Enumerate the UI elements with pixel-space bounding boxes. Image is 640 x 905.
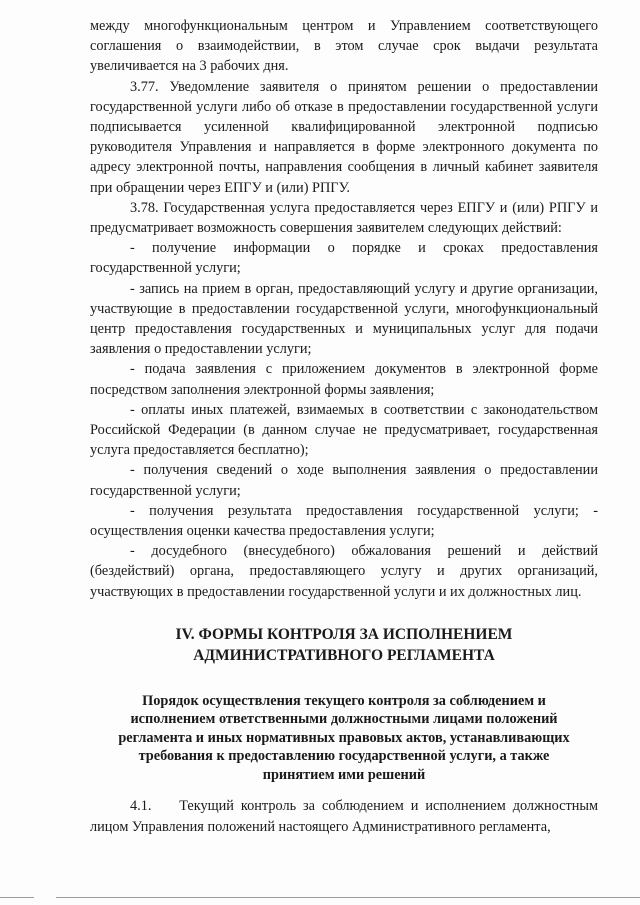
list-item-info: - получение информации о порядке и сроках предоставления государственной услуги; bbox=[90, 240, 598, 277]
section-heading: IV. ФОРМЫ КОНТРОЛЯ ЗА ИСПОЛНЕНИЕМ АДМИНИСТРАТИВНОГО РЕГЛАМЕНТА bbox=[175, 625, 513, 664]
paragraph-3-78: 3.78. Государственная услуга предоставляется через ЕПГУ и (или) РПГУ и предусматривает возможность совершения заявителем следующих действий: bbox=[90, 199, 598, 237]
page-content bbox=[90, 16, 602, 837]
spacer bbox=[90, 666, 598, 692]
footer-rule bbox=[56, 897, 640, 898]
paragraph-continuation: между многофункциональным центром и Управлением соответствующего соглашения о взаимодействии, в этом случае срок выдачи результата увеличивается на 3 рабочих дня. bbox=[90, 18, 598, 75]
paragraph-3-77: 3.77. Уведомление заявителя о принятом решении о предоставлении государственной услуги либо об отказе в предоставлении государственной услуги подписывается усиленной квалифицированной электронной подписью руководителя Управления и направляется в форме электронного документа по адресу электронной почты, направления сообщения в личный кабинет заявителя при обращении через ЕПГУ и (или) РПГУ. bbox=[90, 78, 598, 196]
paragraph-4-1: 4.1. Текущий контроль за соблюдением и исполнением должностным лицом Управления положений настоящего Административного регламента, bbox=[90, 798, 602, 835]
list-item-appointment: - запись на прием в орган, предоставляющий услугу и другие организации, участвующие в предоставлении государственной услуги, многофункциональный центр предоставления государственных и муниципальных услуг для подачи заявления о предоставлении услуги; bbox=[90, 280, 598, 358]
list-item-submission: - подача заявления с приложением документов в электронной форме посредством заполнения электронной формы заявления; bbox=[90, 361, 598, 398]
list-item-appeal: - досудебного (внесудебного) обжалования решений и действий (бездействий) органа, предоставляющего услугу и других организаций, участвующих в предоставлении государственной услуги и их должностных лиц. bbox=[90, 543, 598, 600]
list-item-status: - получения сведений о ходе выполнения заявления о предоставлении государственной услуги; bbox=[90, 462, 598, 499]
subsection-heading: Порядок осуществления текущего контроля за соблюдением и исполнением ответственными должностными лицами положений регламента и иных нормативных правовых актов, устанавливающих требования к предоставлению государственной услуги, а также принятием ими решений bbox=[118, 692, 570, 783]
footer-rule bbox=[0, 897, 34, 898]
list-item-payments: - оплаты иных платежей, взимаемых в соответствии с законодательством Российской Федерации (в данном случае не предусматривает, государственная услуга предоставляется бесплатно); bbox=[90, 401, 598, 459]
spacer bbox=[90, 602, 598, 624]
spacer bbox=[90, 784, 598, 796]
list-item-result: - получения результата предоставления государственной услуги; - осуществления оценки качества предоставления услуги; bbox=[90, 502, 598, 540]
